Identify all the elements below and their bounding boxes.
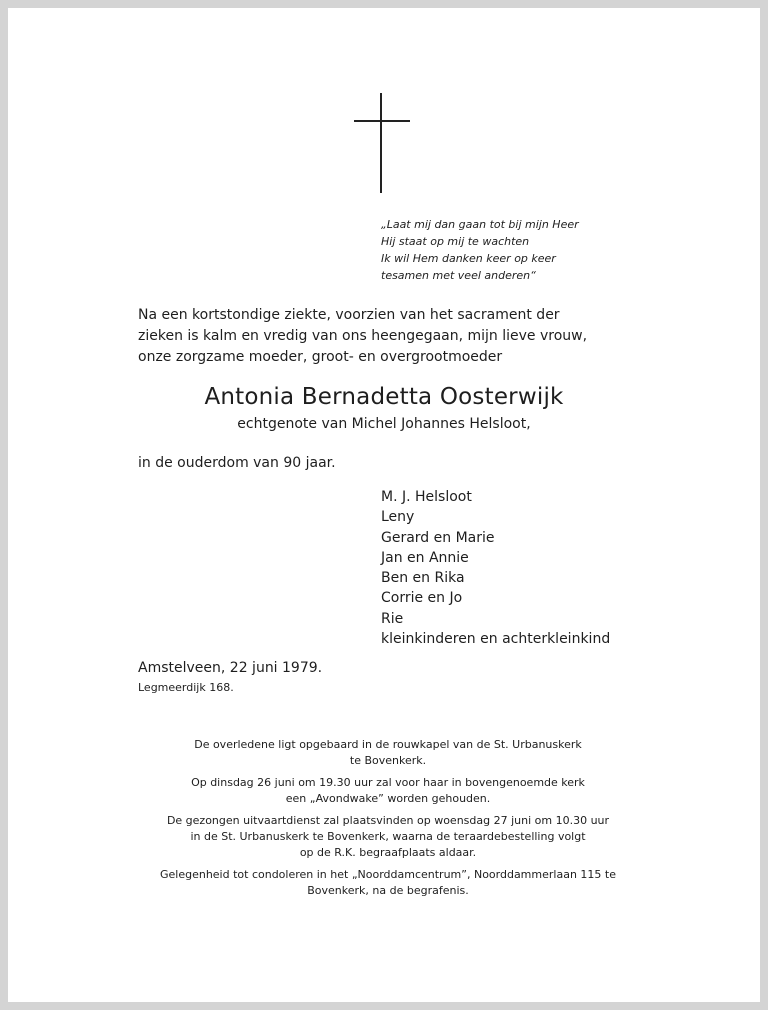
notice-line: op de R.K. begraafplaats aldaar.	[299, 846, 477, 859]
cross-icon	[380, 93, 382, 193]
family-member: Gerard en Marie	[381, 529, 495, 546]
notice-line: te Bovenkerk.	[349, 754, 427, 767]
notice-line: Gelegenheid tot condoleren in het „Noorddamcentrum”, Noorddammerlaan 115 te	[159, 868, 616, 881]
deceased-name: Antonia Bernadetta Oosterwijk	[204, 384, 564, 410]
family-member: kleinkinderen en achterkleinkind	[381, 631, 611, 648]
death-notice-card	[8, 8, 760, 1002]
notice-lying-in-state	[108, 737, 668, 769]
notice-line: Bovenkerk, na de begrafenis.	[307, 884, 469, 897]
spouse-line: echtgenote van Michel Johannes Helsloot,	[237, 416, 531, 432]
notice-funeral-mass	[108, 813, 668, 861]
notice-line: De overledene ligt opgebaard in de rouwkapel van de St. Urbanuskerk	[194, 738, 582, 751]
age-line: in de ouderdom van 90 jaar.	[138, 455, 336, 471]
family-member: Jan en Annie	[381, 549, 469, 566]
notice-line: in de St. Urbanuskerk te Bovenkerk, waarna de teraardebestelling volgt	[190, 830, 586, 843]
place-date: Amstelveen, 22 juni 1979.	[138, 660, 323, 676]
intro-text	[138, 305, 658, 368]
verse-line: Ik wil Hem danken keer op keer	[381, 252, 556, 265]
cross-icon-beam	[354, 120, 410, 122]
family-member: Ben en Rika	[381, 570, 465, 587]
intro-line: zieken is kalm en vredig van ons heengegaan, mijn lieve vrouw,	[138, 328, 588, 344]
intro-line: Na een kortstondige ziekte, voorzien van het sacrament der	[138, 307, 560, 323]
service-notices	[108, 737, 668, 905]
family-list	[381, 487, 711, 649]
notice-line: Op dinsdag 26 juni om 19.30 uur zal voor haar in bovengenoemde kerk	[191, 776, 585, 789]
family-member: Corrie en Jo	[381, 590, 463, 607]
family-member: Leny	[381, 509, 415, 526]
notice-line: een „Avondwake” worden gehouden.	[285, 792, 491, 805]
verse-line: tesamen met veel anderen“	[381, 269, 536, 282]
notice-vigil	[108, 775, 668, 807]
verse-line: „Laat mij dan gaan tot bij mijn Heer	[381, 218, 579, 231]
family-member: M. J. Helsloot	[381, 489, 472, 505]
family-member: Rie	[381, 610, 404, 627]
intro-line: onze zorgzame moeder, groot- en overgrootmoeder	[138, 349, 503, 365]
verse-quote	[381, 216, 701, 284]
verse-line: Hij staat op mij te wachten	[381, 235, 530, 248]
notice-condolences	[108, 867, 668, 899]
home-address: Legmeerdijk 168.	[138, 681, 234, 694]
notice-line: De gezongen uitvaartdienst zal plaatsvinden op woensdag 27 juni om 10.30 uur	[166, 814, 610, 827]
